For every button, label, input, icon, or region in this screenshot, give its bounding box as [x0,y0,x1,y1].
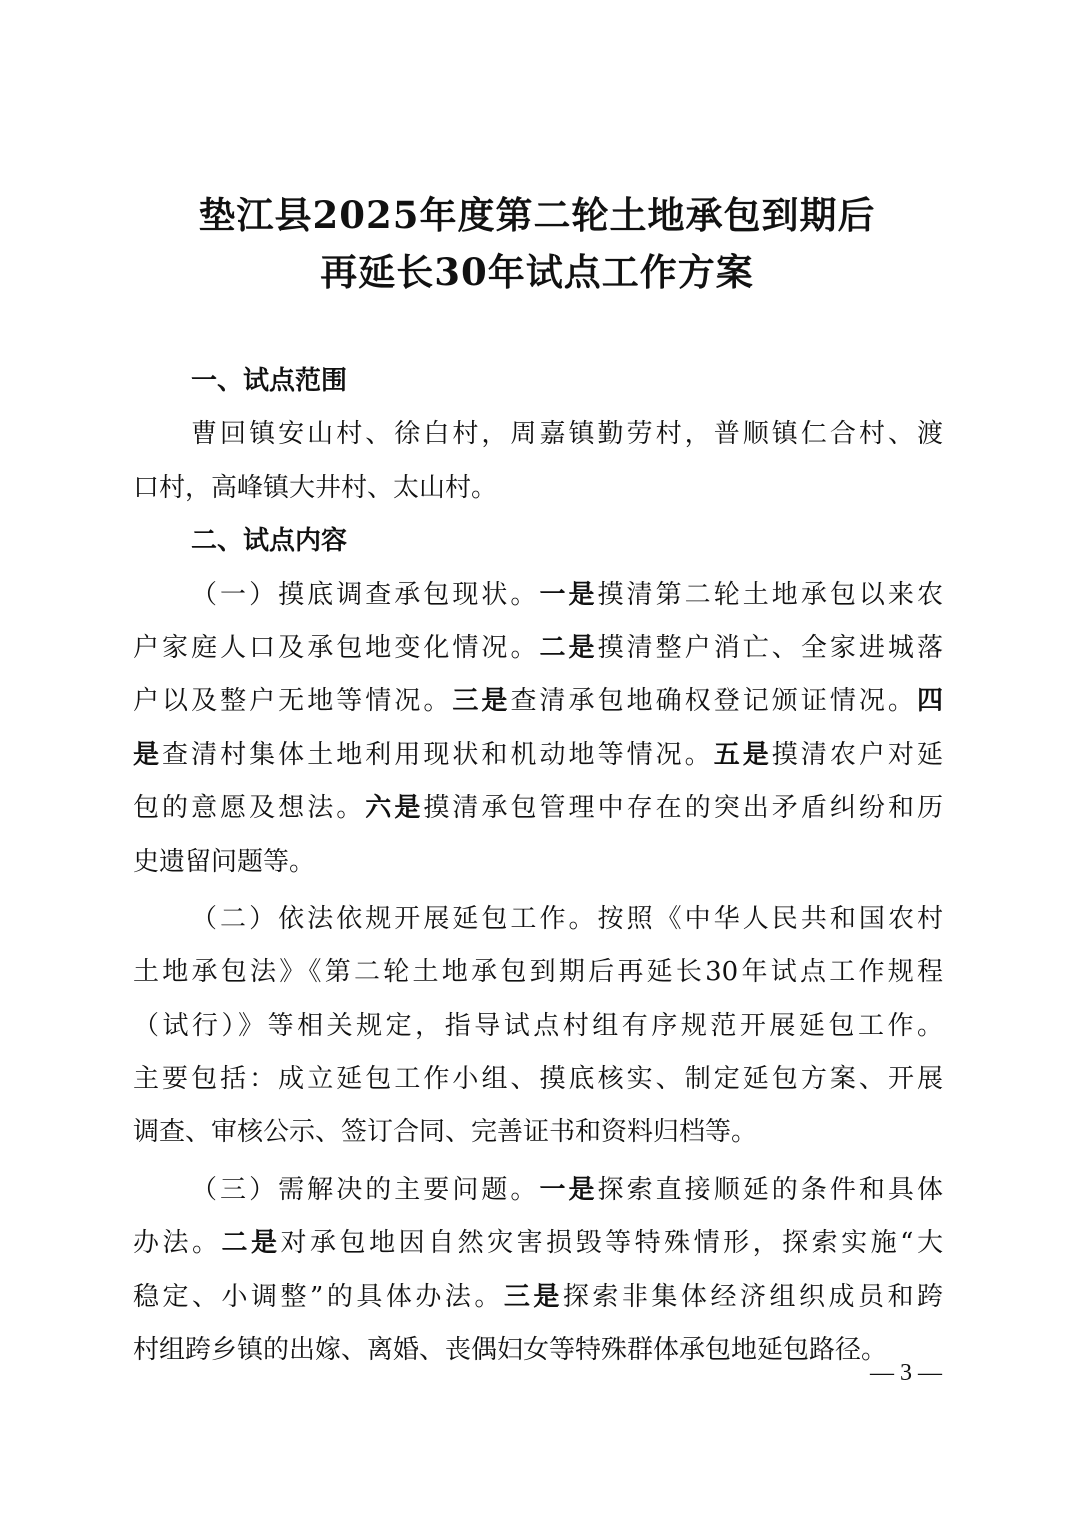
paragraph-line [133,1053,943,1106]
text-run: 包的意愿及想法。 [133,793,366,824]
section-heading [133,515,943,568]
text-run: 摸清整户消亡、全家进城落 [597,632,943,663]
paragraph-line [133,893,943,946]
paragraph-line [133,622,943,675]
text-run: 口村，高峰镇大井村、太山村。 [133,472,498,503]
paragraph-line [133,1271,943,1324]
text-run: 户家庭人口及承包地变化情况。 [133,632,540,663]
bold-text-run: 六是 [365,793,424,824]
document-body [133,355,943,1377]
document-title-line-1: 垫江县2025年度第二轮土地承包到期后 [198,193,876,237]
text-run: （三）需解决的主要问题。 [191,1174,540,1205]
bold-text-run: 二是 [539,632,598,663]
text-run: 稳定、小调整”的具体办法。 [133,1281,504,1312]
text-run: 户以及整户无地等情况。 [133,686,453,717]
bold-text-run: 一是 [539,1174,598,1205]
text-run: 对承包地因自然灾害损毁等特殊情形，探索实施“大 [280,1228,943,1259]
paragraph-line [133,729,943,782]
paragraph-line [133,569,943,622]
paragraph-line [133,1217,943,1270]
text-run: （一）摸底调查承包现状。 [191,579,540,610]
bold-text-run: 五是 [713,739,772,770]
text-run: 村组跨乡镇的出嫁、离婚、丧偶妇女等特殊群体承包地延包路径。 [133,1335,888,1366]
text-run: 办法。 [133,1228,222,1259]
text-run: （二）依法依规开展延包工作。按照《中华人民共和国农村 [191,903,943,934]
text-run: 主要包括：成立延包工作小组、摸底核实、制定延包方案、开展 [133,1064,943,1095]
bold-text-run: 一、试点范围 [191,366,348,396]
bold-text-run: 四 [916,686,943,717]
bold-text-run: 是 [133,739,163,770]
text-run: 摸清第二轮土地承包以来农 [597,579,943,610]
document-title-line-2: 再延长30年试点工作方案 [320,250,754,294]
bold-text-run: 二、试点内容 [191,526,348,557]
paragraph-line [133,836,943,889]
paragraph-line [133,1000,943,1053]
text-run: 查清村集体土地利用现状和机动地等情况。 [162,739,714,770]
paragraph-line [133,675,943,728]
bold-text-run: 二是 [221,1228,281,1259]
bold-text-run: 三是 [452,686,511,717]
paragraph-line [133,782,943,835]
section-heading [133,355,943,408]
paragraph-line [133,1324,943,1377]
bold-text-run: 一是 [539,579,598,610]
page-number: — 3 — [870,1360,942,1386]
paragraph-line [133,462,943,515]
text-run: （试行）》等相关规定，指导试点村组有序规范开展延包工作。 [133,1010,943,1041]
text-run: 摸清承包管理中存在的突出矛盾纠纷和历 [423,793,943,824]
text-run: 查清承包地确权登记颁证情况。 [510,686,917,717]
text-run: 曹回镇安山村、徐白村，周嘉镇勤劳村，普顺镇仁合村、渡 [191,419,943,450]
paragraph-line [133,408,943,461]
text-run: 探索直接顺延的条件和具体 [597,1174,943,1205]
paragraph-line [133,946,943,999]
text-run: 探索非集体经济组织成员和跨 [562,1281,943,1312]
text-run: 调查、审核公示、签订合同、完善证书和资料归档等。 [133,1117,758,1148]
text-run: 土地承包法》《第二轮土地承包到期后再延长30年试点工作规程 [133,957,943,988]
paragraph-line [133,1106,943,1159]
bold-text-run: 三是 [503,1281,563,1312]
text-run: 摸清农户对延 [771,739,943,770]
text-run: 史遗留问题等。 [133,846,316,877]
paragraph-line [133,1164,943,1217]
